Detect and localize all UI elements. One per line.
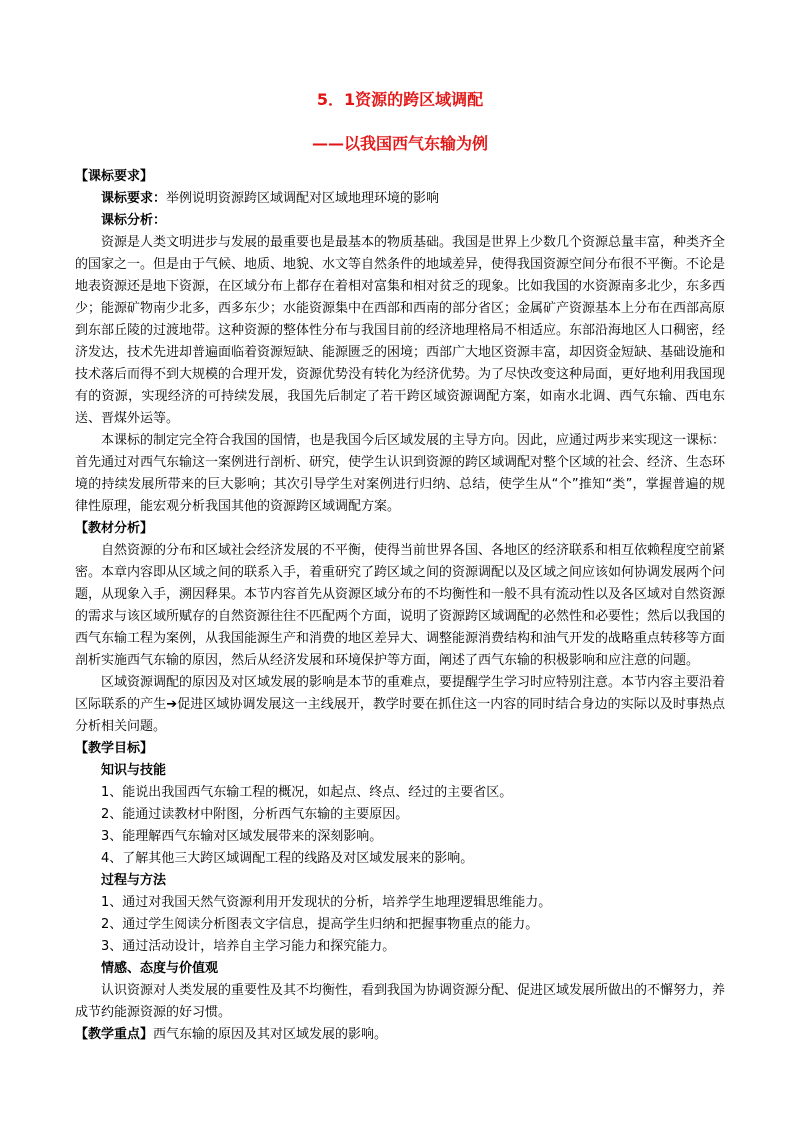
section-heading-textbook: 【教材分析】	[75, 521, 154, 536]
key-point-text: 西气东输的原因及其对区域发展的影响。	[153, 1027, 388, 1042]
curriculum-paragraph: 本课标的制定完全符合我国的国情，也是我国今后区域发展的主导方向。因此，应通过两步来实现这一课标：首先通过对西气东输这一案例进行剖析、研究，使学生认识到资源的跨区域调配对整个区域的社会、经济、生态环境的持续发展所带来的巨大影响；其次引导学生对案例进行归纳、总结，使学生从“个”推知“类”，掌握普遍的规律性原理，能宏观分析我国其他的资源跨区域调配方案。	[75, 433, 726, 514]
key-point	[75, 1024, 725, 1046]
goals-knowledge-item: 1、能说出我国西气东输工程的概况，如起点、终点、经过的主要省区。	[101, 785, 513, 800]
goals-knowledge-title: 知识与技能	[101, 763, 167, 778]
document-subtitle: ——以我国西气东输为例	[311, 134, 488, 153]
curriculum-paragraph: 资源是人类文明进步与发展的最重要也是最基本的物质基础。我国是世界上少数几个资源总量丰富，种类齐全的国家之一。但是由于气候、地质、地貌、水文等自然条件的地域差异，使得我国资源空间分布很不平衡。不论是地表资源还是地下资源，在区域分布上都存在着相对富集和相对贫乏的现象。比如我国的水资源南多北少，东多西少；能源矿物南少北多，西多东少；水能资源集中在西部和西南的部分省区；金属矿产资源基本上分布在西部高原到东部丘陵的过渡地带。这种资源的整体性分布与我国目前的经济地理格局不相适应。东部沿海地区人口稠密，经济发达，技术先进却普遍面临着资源短缺、能源匮乏的困境；西部广大地区资源丰富，却因资金短缺、基础设施和技术落后而得不到大规模的合理开发，资源优势没有转化为经济优势。为了尽快改变这种局面，更好地利用我国现有的资源，实现经济的可持续发展，我国先后制定了若干跨区域资源调配方案，如南水北调、西气东输、西电东送、晋煤外运等。	[75, 235, 726, 426]
goals-process-item: 1、通过对我国天然气资源利用开发现状的分析，培养学生地理逻辑思维能力。	[101, 895, 552, 910]
curriculum-requirement	[75, 188, 725, 210]
goals-process-item: 2、通过学生阅读分析图表文字信息，提高学生归纳和把握事物重点的能力。	[101, 917, 539, 932]
goals-emotion-title: 情感、态度与价值观	[101, 961, 219, 976]
goals-knowledge-item: 4、了解其他三大跨区域调配工程的线路及对区域发展来的影响。	[101, 851, 474, 866]
goals-process-item: 3、通过活动设计，培养自主学习能力和探究能力。	[101, 939, 396, 954]
document-body	[75, 86, 725, 1046]
section-heading-key-point: 【教学重点】	[75, 1027, 154, 1042]
curriculum-requirement-text: 举例说明资源跨区域调配对区域地理环境的影响	[166, 191, 440, 206]
document-title: 5．1资源的跨区域调配	[316, 90, 484, 109]
section-heading-goals: 【教学目标】	[75, 741, 154, 756]
goals-process-title: 过程与方法	[101, 873, 167, 888]
textbook-paragraph: 区域资源调配的原因及对区域发展的影响是本节的重难点，要提醒学生学习时应特别注意。本节内容主要沿着区际联系的产生➔促进区域协调发展这一主线展开，教学时要在抓住这一内容的同时结合身边的实际以及时事热点分析相关问题。	[75, 675, 726, 734]
curriculum-analysis-label: 课标分析：	[101, 213, 167, 228]
textbook-paragraph: 自然资源的分布和区域社会经济发展的不平衡，使得当前世界各国、各地区的经济联系和相互依赖程度空前紧密。本章内容即从区域之间的联系入手，着重研究了跨区域之间的资源调配以及区域之间应该如何协调发展两个问题，从现象入手，溯因释果。本节内容首先从资源区域分布的不均衡性和一般不具有流动性以及各区域对自然资源的需求与该区域所赋存的自然资源往往不匹配两个方面，说明了资源跨区域调配的必然性和必要性；然后以我国的西气东输工程为案例，从我国能源生产和消费的地区差异大、调整能源消费结构和油气开发的战略重点转移等方面剖析实施西气东输的原因，然后从经济发展和环境保护等方面，阐述了西气东输的积极影响和应注意的问题。	[75, 543, 726, 668]
section-heading-curriculum: 【课标要求】	[75, 169, 154, 184]
goals-knowledge-item: 2、能通过读教材中附图，分析西气东输的主要原因。	[101, 807, 409, 822]
goals-knowledge-item: 3、能理解西气东输对区域发展带来的深刻影响。	[101, 829, 383, 844]
curriculum-requirement-label: 课标要求：	[101, 191, 167, 206]
goals-emotion-text: 认识资源对人类发展的重要性及其不均衡性，看到我国为协调资源分配、促进区域发展所做出的不懈努力，养成节约能源资源的好习惯。	[75, 983, 726, 1020]
